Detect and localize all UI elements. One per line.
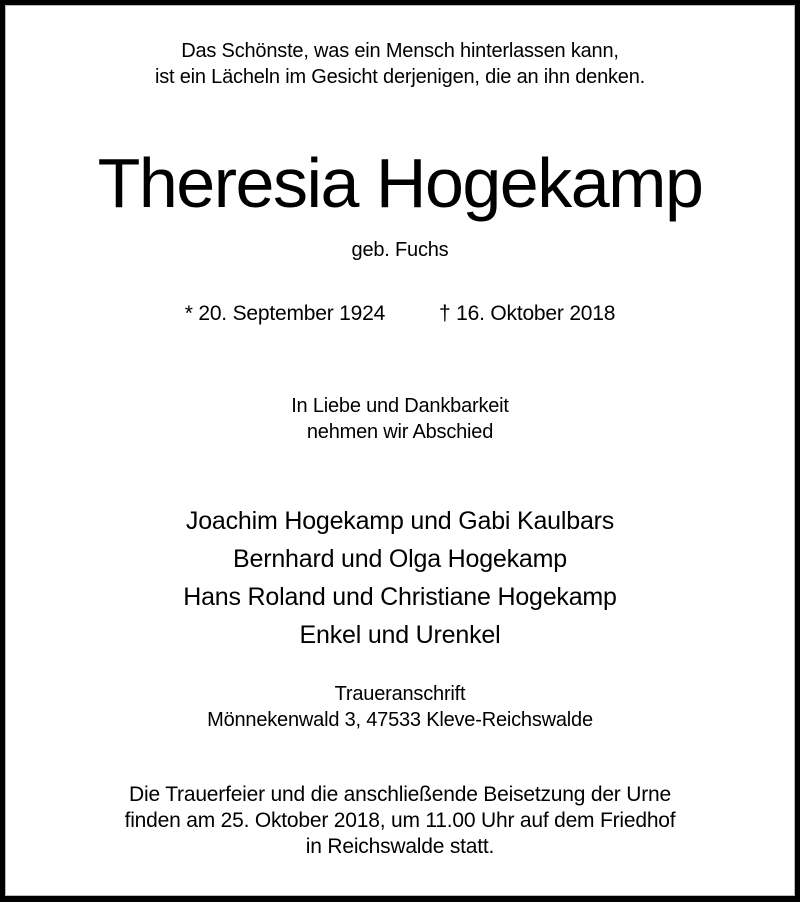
quote-line-1: Das Schönste, was ein Mensch hinterlassen kann, bbox=[181, 40, 619, 62]
farewell-line-2: nehmen wir Abschied bbox=[306, 421, 494, 443]
obituary-card bbox=[5, 5, 795, 896]
mourner-1: Joachim Hogekamp und Gabi Kaulbars bbox=[185, 507, 615, 535]
mourner-2: Bernhard und Olga Hogekamp bbox=[233, 545, 567, 573]
address-label: Traueranschrift bbox=[334, 683, 466, 705]
death-date: † 16. Oktober 2018 bbox=[439, 302, 616, 325]
service-line-2: finden am 25. Oktober 2018, um 11.00 Uhr auf dem Friedhof bbox=[124, 809, 676, 832]
quote-line-2: ist ein Lächeln im Gesicht derjenigen, die an ihn denken. bbox=[154, 66, 646, 88]
life-dates bbox=[0, 302, 800, 326]
service-line-3: in Reichswalde statt. bbox=[305, 835, 495, 858]
maiden-name: geb. Fuchs bbox=[351, 239, 449, 261]
service-line-1: Die Trauerfeier und die anschließende Beisetzung der Urne bbox=[129, 783, 671, 806]
address: Mönnekenwald 3, 47533 Kleve-Reichswalde bbox=[207, 709, 593, 731]
farewell-line-1: In Liebe und Dankbarkeit bbox=[291, 395, 509, 417]
birth-date: * 20. September 1924 bbox=[184, 302, 386, 325]
mourner-4: Enkel und Urenkel bbox=[299, 621, 501, 649]
deceased-name: Theresia Hogekamp bbox=[97, 144, 703, 222]
mourner-3: Hans Roland und Christiane Hogekamp bbox=[183, 583, 617, 611]
